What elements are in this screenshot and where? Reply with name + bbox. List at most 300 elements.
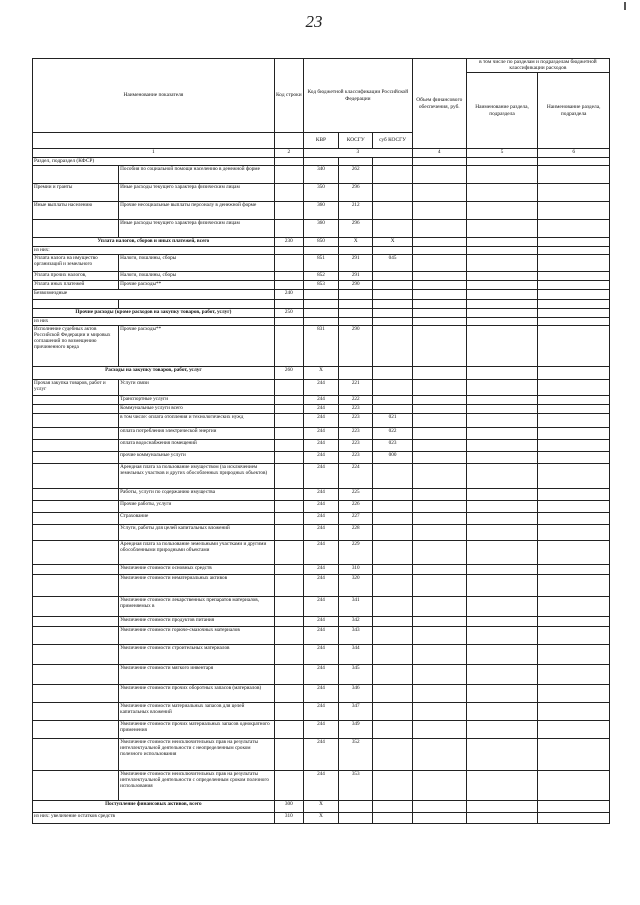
value-cell [466,300,538,309]
value-cell [466,645,538,665]
value-cell [466,597,538,617]
indicator-name: Исполнение судебных актов Российской Федерации и мировых соглашений по возмещению причиненного вреда [33,326,119,367]
expense-type: Арендная плата за пользование имуществом (за исключением земельных участков и других обособленных природных объектов) [119,464,275,489]
sub-kosgu-code [373,525,412,541]
table-row [33,318,610,326]
expense-type: прочие коммунальные услуги [119,452,275,464]
indicator-name [33,428,119,440]
table-row [33,685,610,703]
value-cell [466,255,538,272]
value-cell [538,281,610,290]
indicator-name: Поступление финансовых активов, всего [33,801,275,813]
sub-kosgu-code [373,813,412,824]
kosgu-code: 290 [339,281,373,290]
kosgu-code [339,247,373,255]
table-row [33,513,610,525]
sub-kosgu-code [373,597,412,617]
value-cell [538,414,610,428]
section-row-label: Раздел, подраздел (КФСР) [33,158,275,166]
value-cell [466,452,538,464]
row-code [274,739,303,771]
sub-kosgu-code: 022 [373,428,412,440]
value-cell [412,464,466,489]
kosgu-code: 223 [339,440,373,452]
row-code: 250 [274,309,303,318]
col-number-5: 5 [466,149,538,158]
table-row [33,721,610,739]
kosgu-code: 229 [339,541,373,565]
kosgu-code: 345 [339,665,373,685]
row-code [274,452,303,464]
corner-mark [624,2,626,10]
sub-kosgu-code [373,575,412,597]
value-cell [412,247,466,255]
row-code [274,380,303,396]
kvr-code: 244 [303,414,338,428]
table-row [33,703,610,721]
row-code [274,220,303,238]
kvr-code: 852 [303,272,338,281]
value-cell [538,380,610,396]
value-cell [466,414,538,428]
value-cell [466,565,538,575]
value-cell [412,565,466,575]
value-cell [412,452,466,464]
sub-kosgu-code [373,290,412,300]
sub-kosgu-code [373,184,412,202]
row-code [274,501,303,513]
expense-type: Увеличение стоимости мягкого инвентаря [119,665,275,685]
table-row [33,166,610,184]
kosgu-code: 349 [339,721,373,739]
value-cell [538,309,610,318]
kvr-code: 244 [303,771,338,801]
kvr-code: 831 [303,326,338,367]
value-cell [466,309,538,318]
indicator-name: из них [33,318,275,326]
table-row [33,665,610,685]
expense-type [119,300,275,309]
row-code: 230 [274,238,303,247]
kvr-code: 244 [303,464,338,489]
expense-type: Увеличение стоимости прочих оборотных запасов (материалов) [119,685,275,703]
kvr-code [303,247,338,255]
kosgu-code: X [339,238,373,247]
table-row [33,300,610,309]
sub-kosgu-code [373,281,412,290]
expense-type: Иные расходы текущего характера физическим лицам [119,220,275,238]
sub-kosgu-code [373,202,412,220]
value-cell [412,617,466,627]
header-kvr: КВР [303,133,338,149]
indicator-name: Уплата налогов, сборов и иных платежей, всего [33,238,275,247]
value-cell [538,464,610,489]
table-row [33,440,610,452]
value-cell [466,396,538,405]
kvr-code: 244 [303,440,338,452]
table-row [33,238,610,247]
col-number-4: 4 [412,149,466,158]
value-cell [538,721,610,739]
row-code [274,281,303,290]
row-code [274,202,303,220]
kvr-code [303,318,338,326]
value-cell [466,166,538,184]
sub-kosgu-code: 021 [373,414,412,428]
row-code [274,184,303,202]
kosgu-code [339,290,373,300]
kvr-code: X [303,813,338,824]
value-cell [538,220,610,238]
value-cell [412,627,466,645]
row-code [274,541,303,565]
header-row-code: Код строки [274,59,303,133]
sub-kosgu-code [373,309,412,318]
row-code [274,665,303,685]
kosgu-code: 347 [339,703,373,721]
value-cell [538,525,610,541]
value-cell [538,771,610,801]
kvr-code: 244 [303,565,338,575]
expense-type: Налоги, пошлины, сборы [119,255,275,272]
kosgu-code: 296 [339,220,373,238]
row-code [274,318,303,326]
row-code [274,300,303,309]
value-cell [538,513,610,525]
expense-type: Увеличение стоимости горюче-смазочных материалов [119,627,275,645]
row-code [274,771,303,801]
kosgu-code: 223 [339,414,373,428]
sub-kosgu-code [373,220,412,238]
table-row [33,309,610,318]
expense-type: в том числе: оплата отопления и технологических нужд [119,414,275,428]
sub-kosgu-code [373,645,412,665]
expense-type: Увеличение стоимости неисключительных прав на результаты интеллектуальной деятельности с неопределенным сроком полезного использования [119,739,275,771]
kvr-code: 851 [303,255,338,272]
value-cell [538,290,610,300]
indicator-name [33,721,119,739]
value-cell [412,184,466,202]
row-code [274,440,303,452]
value-cell [412,367,466,380]
value-cell [466,184,538,202]
value-cell [538,440,610,452]
value-cell [412,665,466,685]
kosgu-code: 227 [339,513,373,525]
value-cell [412,309,466,318]
table-row [33,220,610,238]
table-row [33,247,610,255]
value-cell [412,813,466,824]
expense-type: Прочие расходы** [119,326,275,367]
table-row [33,255,610,272]
row-code [274,326,303,367]
row-code [274,721,303,739]
kvr-code: 244 [303,627,338,645]
header-budget-classification: Код бюджетной классификации Российской Федерации [303,59,412,133]
sub-kosgu-code [373,739,412,771]
expense-type: Прочие работы, услуги [119,501,275,513]
table-row [33,326,610,367]
indicator-name: из них: [33,247,275,255]
value-cell [538,597,610,617]
page-number: 23 [305,12,323,31]
row-code [274,525,303,541]
row-code [274,617,303,627]
indicator-name: Безвозмездные [33,290,275,300]
sub-kosgu-code [373,489,412,501]
kvr-code: 360 [303,220,338,238]
expense-type: Увеличение стоимости материальных запасов для целей капитальных вложений [119,703,275,721]
table-row [33,452,610,464]
table-row [33,575,610,597]
kvr-code [303,300,338,309]
kosgu-code: 344 [339,645,373,665]
header-volume: Объем финансового обеспечения, руб. [412,59,466,149]
sub-kosgu-code [373,247,412,255]
header-indicator-name: Наименование показателя [33,59,275,133]
expense-type: Увеличение стоимости строительных материалов [119,645,275,665]
row-code [274,489,303,501]
sub-kosgu-code [373,685,412,703]
row-code [274,428,303,440]
table-row [33,396,610,405]
table-row [33,801,610,813]
sub-kosgu-code [373,380,412,396]
kosgu-code: 342 [339,617,373,627]
header-by-sections: в том числе по разделам и подразделам бюджетной классификации расходов [466,59,609,73]
header-section-name-2: Наименование раздела, подраздела [538,73,610,149]
indicator-name: Премии и гранты [33,184,119,202]
value-cell [538,326,610,367]
value-cell [466,617,538,627]
table-row [33,464,610,489]
kosgu-code: 224 [339,464,373,489]
value-cell [412,238,466,247]
row-code [274,247,303,255]
indicator-name [33,597,119,617]
sub-kosgu-code [373,541,412,565]
value-cell [412,396,466,405]
value-cell [538,166,610,184]
value-cell [466,575,538,597]
col-number-3: 3 [303,149,412,158]
kosgu-code: 222 [339,396,373,405]
indicator-name: Расходы на закупку товаров, работ, услуг [33,367,275,380]
value-cell [466,318,538,326]
kvr-code: X [303,367,338,380]
value-cell [466,703,538,721]
value-cell [466,685,538,703]
indicator-name [33,166,119,184]
kvr-code: 244 [303,452,338,464]
table-row [33,272,610,281]
col-number-6: 6 [538,149,610,158]
sub-kosgu-code: 023 [373,440,412,452]
value-cell [466,238,538,247]
table-row [33,367,610,380]
value-cell [538,703,610,721]
sub-kosgu-code [373,721,412,739]
value-cell [412,220,466,238]
value-cell [466,281,538,290]
indicator-name [33,513,119,525]
value-cell [466,464,538,489]
value-cell [466,247,538,255]
header-kosgu: КОСГУ [339,133,373,149]
value-cell [466,428,538,440]
kosgu-code: 310 [339,565,373,575]
kosgu-code: 223 [339,452,373,464]
sub-kosgu-code [373,771,412,801]
indicator-name: Прочие расходы (кроме расходов на закупку товаров, работ, услуг) [33,309,275,318]
row-code [274,464,303,489]
sub-kosgu-code [373,617,412,627]
value-cell [412,272,466,281]
kosgu-code: 223 [339,405,373,414]
value-cell [538,739,610,771]
kosgu-code: 353 [339,771,373,801]
indicator-name [33,220,119,238]
value-cell [538,645,610,665]
expense-type: Услуги связи [119,380,275,396]
kvr-code: 853 [303,281,338,290]
expense-type: оплата водоснабжения помещений [119,440,275,452]
value-cell [466,405,538,414]
value-cell [538,489,610,501]
indicator-name: Уплата иных платежей [33,281,119,290]
kosgu-code: 296 [339,184,373,202]
kvr-code: 360 [303,202,338,220]
value-cell [538,238,610,247]
header-section-name-1: Наименование раздела, подраздела [466,73,538,149]
expense-type: Прочие несоциальные выплаты персоналу в денежной форме [119,202,275,220]
table-row [33,405,610,414]
sub-kosgu-code [373,665,412,685]
table-row [33,489,610,501]
table-row [33,380,610,396]
kvr-code: 340 [303,166,338,184]
indicator-name [33,771,119,801]
row-code [274,255,303,272]
value-cell [538,367,610,380]
value-cell [538,541,610,565]
kosgu-code: 352 [339,739,373,771]
value-cell [412,414,466,428]
value-cell [412,771,466,801]
indicator-name [33,665,119,685]
value-cell [412,541,466,565]
value-cell [412,202,466,220]
kosgu-code [339,300,373,309]
value-cell [466,440,538,452]
indicator-name: из них: увеличение остатков средств [33,813,275,824]
expense-type: Арендная плата за пользование земельными участками и другими обособленными природными объектами [119,541,275,565]
expense-type: Прочие расходы** [119,281,275,290]
kosgu-code: 212 [339,202,373,220]
indicator-name [33,501,119,513]
kvr-code: 244 [303,428,338,440]
value-cell [466,513,538,525]
expense-type: Увеличение стоимости продуктов питания [119,617,275,627]
indicator-name [33,627,119,645]
indicator-name [33,452,119,464]
row-code [274,703,303,721]
kosgu-code: 291 [339,272,373,281]
indicator-name [33,575,119,597]
kosgu-code: 341 [339,597,373,617]
expense-type: Увеличение стоимости прочих материальных запасов однократного применения [119,721,275,739]
row-code: 260 [274,367,303,380]
row-code [274,405,303,414]
sub-kosgu-code: 045 [373,255,412,272]
indicator-name [33,405,119,414]
kosgu-code: 225 [339,489,373,501]
table-row [33,414,610,428]
kvr-code: 850 [303,238,338,247]
kvr-code [303,290,338,300]
value-cell [412,428,466,440]
value-cell [466,202,538,220]
indicator-name [33,525,119,541]
row-code [274,575,303,597]
value-cell [538,396,610,405]
indicator-name: Уплата прочих налогов, [33,272,119,281]
value-cell [412,739,466,771]
expense-type: Увеличение стоимости неисключительных прав на результаты интеллектуальной деятельности с определенным сроком полезного использования [119,771,275,801]
kvr-code: 244 [303,739,338,771]
kvr-code: 244 [303,405,338,414]
value-cell [466,665,538,685]
value-cell [412,380,466,396]
table-row [33,645,610,665]
kvr-code: 244 [303,525,338,541]
value-cell [412,575,466,597]
indicator-name [33,396,119,405]
expense-type: Транспортные услуги [119,396,275,405]
value-cell [466,501,538,513]
sub-kosgu-code: X [373,238,412,247]
value-cell [412,489,466,501]
value-cell [538,318,610,326]
value-cell [466,326,538,367]
table-row [33,202,610,220]
kosgu-code: 226 [339,501,373,513]
indicator-name: Уплата налога на имущество организаций и земельного [33,255,119,272]
col-number-2: 2 [274,149,303,158]
indicator-name [33,703,119,721]
expense-type: Увеличение стоимости основных средств [119,565,275,575]
value-cell [466,813,538,824]
kosgu-code [339,309,373,318]
kvr-code: 244 [303,541,338,565]
kosgu-code: 343 [339,627,373,645]
sub-kosgu-code [373,703,412,721]
table-row [33,184,610,202]
table-row [33,281,610,290]
sub-kosgu-code [373,513,412,525]
sub-kosgu-code [373,405,412,414]
table-row [33,525,610,541]
indicator-name [33,541,119,565]
row-code [274,565,303,575]
value-cell [538,813,610,824]
indicator-name [33,440,119,452]
value-cell [412,300,466,309]
value-cell [466,220,538,238]
kosgu-code [339,367,373,380]
value-cell [538,405,610,414]
